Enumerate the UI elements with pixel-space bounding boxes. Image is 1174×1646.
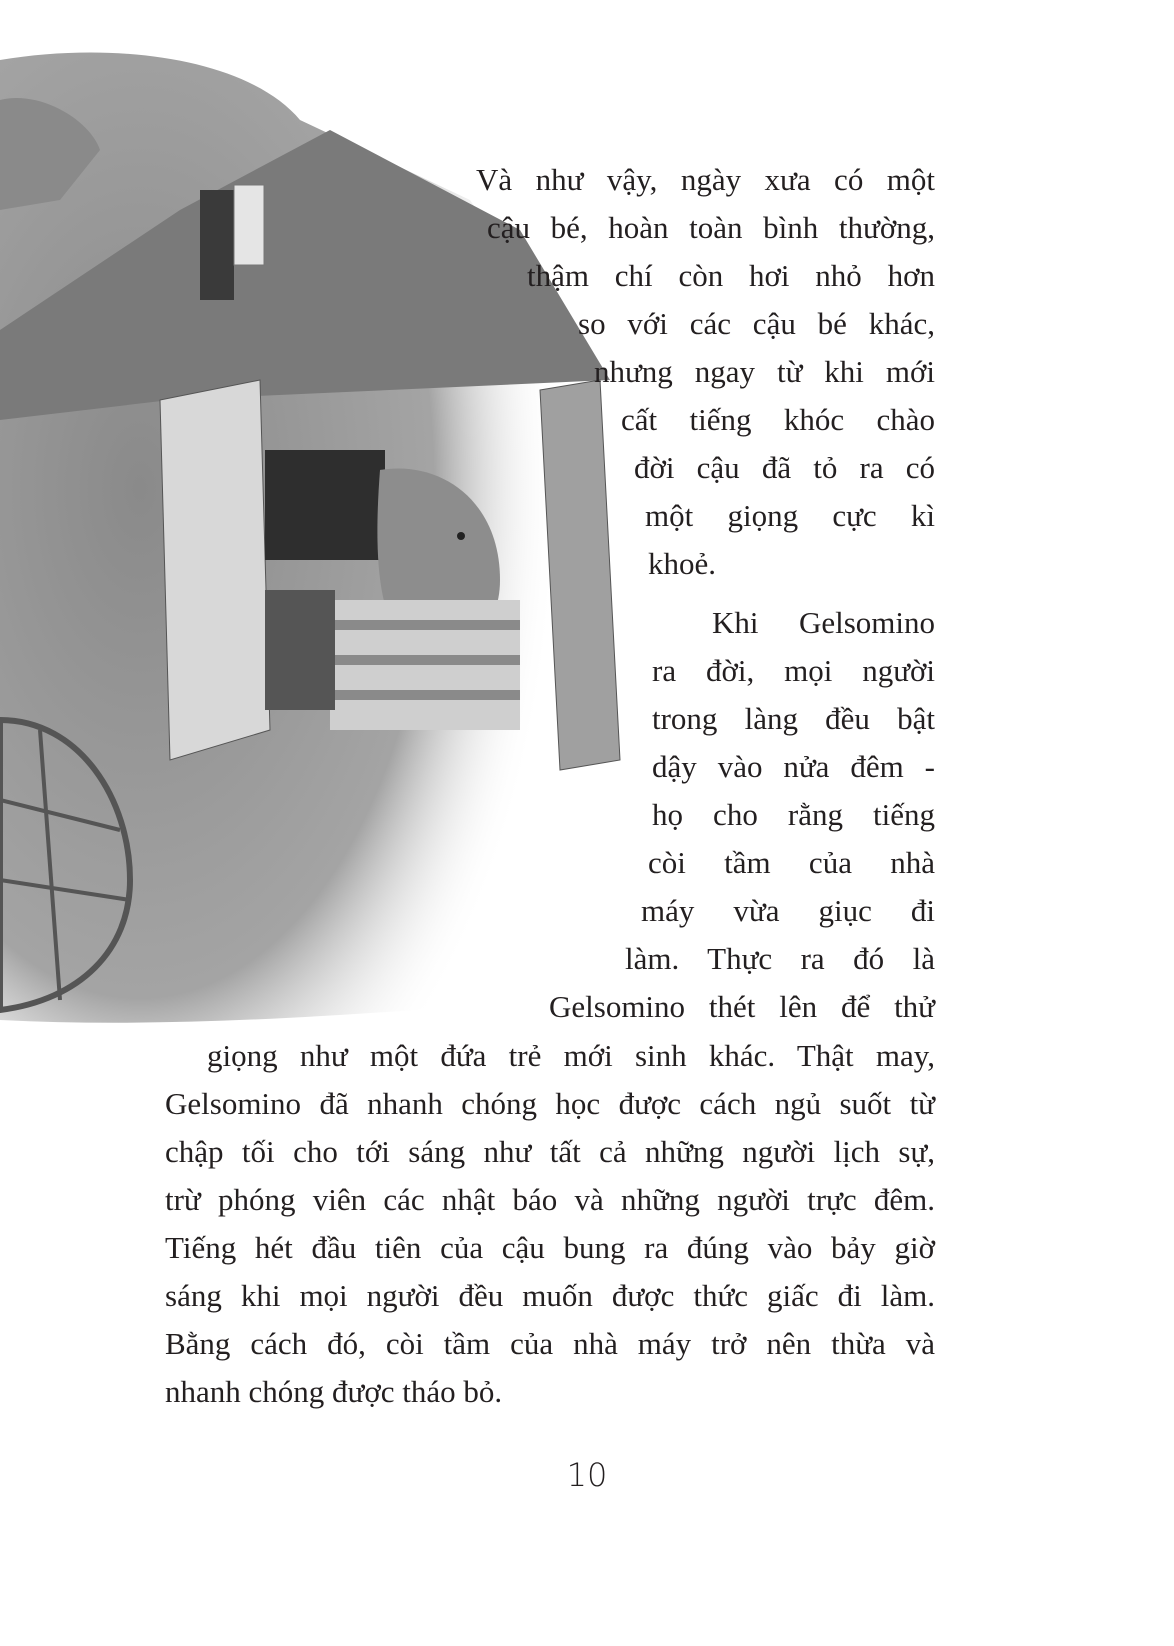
text-line: còi tầm của nhà [648,845,935,880]
text-line: ra đời, mọi người [652,653,935,688]
text-line: so với các cậu bé khác, [578,306,935,341]
text-line: trong làng đều bật [652,701,935,736]
text-line: Tiếng hét đầu tiên của cậu bung ra đúng vào bảy giờ [165,1230,935,1265]
text-line: Khi Gelsomino [712,605,935,640]
text-line: nhanh chóng được tháo bỏ. [165,1374,503,1409]
text-line: máy vừa giục đi [641,893,935,928]
text-line: nhưng ngay từ khi mới [594,354,935,389]
text-line: Gelsomino đã nhanh chóng học được cách ngủ suốt từ [165,1086,935,1121]
text-line: Và như vậy, ngày xưa có một [476,162,935,197]
text-line: đời cậu đã tỏ ra có [634,450,935,485]
text-line: trừ phóng viên các nhật báo và những người trực đêm. [165,1182,935,1217]
text-line: chập tối cho tới sáng như tất cả những người lịch sự, [165,1134,935,1169]
text-line: dậy vào nửa đêm - [652,749,935,784]
text-line: cậu bé, hoàn toàn bình thường, [487,210,935,245]
text-line: một giọng cực kì [645,498,935,533]
text-line: Gelsomino thét lên để thử [549,989,935,1024]
text-line: giọng như một đứa trẻ mới sinh khác. Thật may, [207,1038,935,1073]
text-line: làm. Thực ra đó là [625,941,935,976]
text-line: khoẻ. [648,546,717,581]
text-line: sáng khi mọi người đều muốn được thức giấc đi làm. [165,1278,935,1313]
page-number: 10 [566,1456,608,1494]
text-line: họ cho rằng tiếng [652,797,935,832]
text-line: cất tiếng khóc chào [621,402,935,437]
text-line: thậm chí còn hơi nhỏ hơn [527,258,935,293]
text-line: Bằng cách đó, còi tầm của nhà máy trở nên thừa và [165,1326,935,1361]
